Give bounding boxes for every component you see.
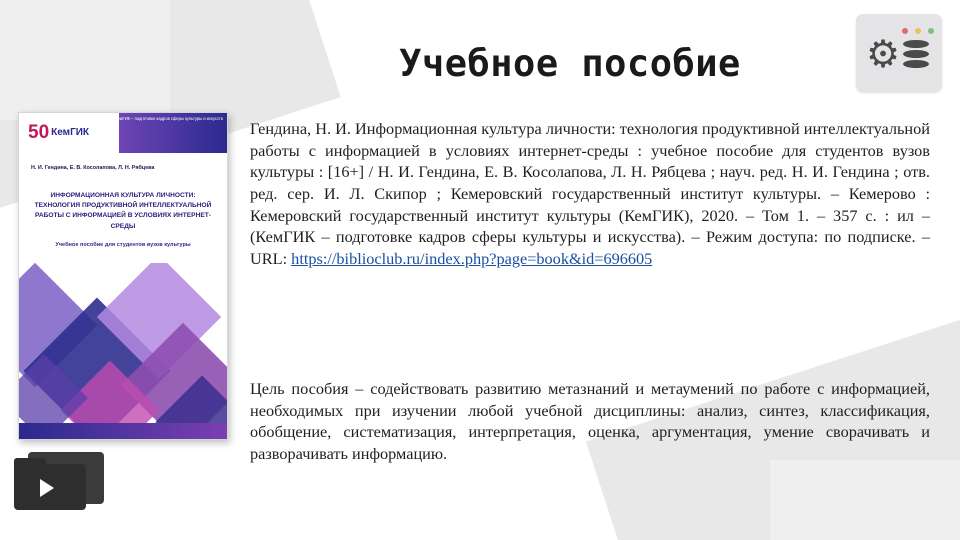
book-main-title: ИНФОРМАЦИОННАЯ КУЛЬТУРА ЛИЧНОСТИ: ТЕХНОЛОГИЯ ПРОДУКТИВНОЙ ИНТЕЛЛЕКТУАЛЬНОЙ РАБОТЫ С ИНФОРМАЦИЕЙ В УСЛОВИЯХ ИНТЕРНЕТ-СРЕДЫ (34, 192, 212, 230)
book-authors: Н. И. Гендина, Е. В. Косолапова, Л. Н. Рябцева (31, 165, 155, 171)
decorative-shape-bottom-right-2 (770, 460, 960, 540)
database-icon (903, 40, 929, 72)
book-logo (28, 120, 112, 144)
video-folder-icon (14, 452, 104, 514)
citation-link[interactable]: https://biblioclub.ru/index.php?page=book&id=696605 (291, 249, 653, 269)
book-cover-footer (19, 423, 227, 439)
book-cover-artwork (19, 263, 227, 439)
book-banner-text: КемГИК – подготовке кадров сферы культуры и искусств (115, 116, 223, 121)
book-logo-name: КемГИК (51, 126, 90, 138)
book-subtitle: Учебное пособие для студентов вузов культуры (55, 242, 191, 248)
book-logo-number: 50 (28, 121, 50, 143)
settings-database-icon (856, 14, 942, 92)
decorative-shape-top-left-2 (0, 0, 170, 120)
citation-text: Гендина, Н. И. Информационная культура личности: технология продуктивной интеллектуальной работы с информацией в условиях интернет-среды : учебное пособие для студентов вузов культуры : [16+] / Н. И. Гендина, Е. В. Косолапова, Л. Н. Рябцева ; науч. ред. Н. И. Гендина ; отв. ред. сер. И. Л. Скипор ; Кемеровский государственный институт культуры. – Кемерово : Кемеровский государственный институт культуры (КемГИК), 2020. – Том 1. – 357 с. : ил – (КемГИК – подготовке кадров сферы культуры и искусства). – Режим доступа: по подписке. – URL: (250, 119, 930, 269)
citation-paragraph (250, 118, 930, 270)
dot-yellow-icon (915, 28, 921, 34)
gear-icon: ⚙ (866, 34, 901, 76)
window-dots (899, 21, 934, 39)
play-icon (40, 479, 54, 497)
dot-red-icon (902, 28, 908, 34)
purpose-paragraph: Цель пособия – содействовать развитию метазнаний и метаумений по работе с информацией, необходимых при изучении любой учебной дисциплины: анализ, синтез, классификация, обобщение, систематизация, интерпретация, оценка, аргументация, умение сворачивать и разворачивать информацию. (250, 379, 930, 464)
page-title: Учебное пособие (399, 42, 741, 85)
book-cover-image (18, 112, 228, 440)
dot-green-icon (928, 28, 934, 34)
